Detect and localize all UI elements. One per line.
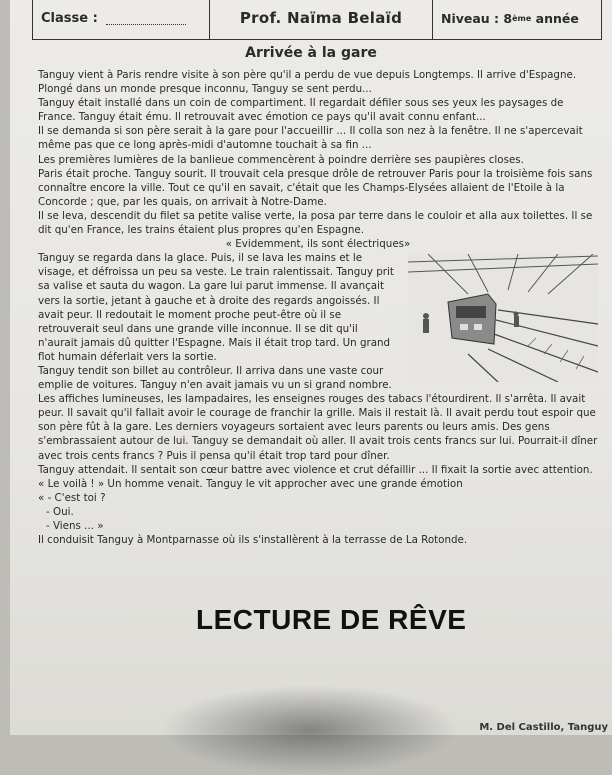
paragraph: Il se leva, descendit du filet sa petite valise verte, la posa par terre dans le couloir et alla aux toilettes. Il se dit qu'en France, les trains étaient plus propres qu'en Espagne. bbox=[38, 209, 593, 237]
text-title: Arrivée à la gare bbox=[245, 45, 377, 61]
teacher-cell bbox=[210, 0, 433, 39]
paragraph: Tanguy vient à Paris rendre visite à son père qu'il a perdu de vue depuis Longtemps. Il arrive d'Espagne. bbox=[38, 69, 577, 81]
quote-line: « Evidemment, ils sont électriques» bbox=[225, 238, 411, 251]
watermark-logo: LECTURE DE RÊVE bbox=[196, 604, 467, 635]
paragraph: Paris était proche. Tanguy sourit. Il trouvait cela presque drôle de retrouver Paris pour la troisième fois sans connaître encore la ville. Tout ce qu'il en savait, c'était que les Champs-Elysées allaient de l'Etoile à la Concorde ; que, par les quais, on arrivait à Notre-Dame. bbox=[38, 167, 593, 208]
dialogue-line: « - C'est toi ? bbox=[38, 491, 106, 504]
level-cell bbox=[433, 0, 601, 39]
level-superscript: ème bbox=[512, 13, 532, 23]
class-label: Classe : bbox=[41, 10, 98, 26]
paragraph: Tanguy tendit son billet au contrôleur. Il arriva dans une vaste cour emplie de voitures. Tanguy n'en avait jamais vu un si grand nombre. Les affiches lumineuses, les lampadaires, les enseignes rouges des tabacs l'étourdirent. Il s'arrêta. Il avait peur. Il savait qu'il fallait avoir le courage de franchir la grille. Mais il restait là. Il avait perdu tout espoir que son père fût à la gare. Les derniers voyageurs sortaient avec leurs parents ou leurs amis. Des gens s'embrassaient autour de lui. Tanguy se demandait où aller. Il avait trois cents francs sur lui. Pourrait-il dîner avec trois cents francs ? Puis il pensa qu'il était trop tard pour dîner. bbox=[38, 364, 598, 462]
paragraph-beside-image: Tanguy se regarda dans la glace. Puis, il se lava les mains et le visage, et défroissa un peu sa veste. Le train ralentissait. Tanguy prit sa valise et sauta du wagon. La gare lui parut immense. Il avançait vers la sortie, jetant à gauche et à droite des regards angoissés. Il avait peur. Il redoutait le moment proche peut-être où il se retrouverait seul dans une grande ville inconnue. Il se dit qu'il n'aurait jamais dû quitter l'Espagne. Mais il était trop tard. Un grand flot humain déferlait vers la sortie. bbox=[38, 252, 394, 363]
class-blank-line bbox=[106, 12, 186, 25]
dialogue-line: - Oui. bbox=[46, 505, 74, 518]
level-suffix: année bbox=[535, 10, 579, 26]
paragraph: Il conduisit Tanguy à Montparnasse où ils s'installèrent à la terrasse de La Rotonde. bbox=[38, 534, 468, 547]
reading-text bbox=[38, 68, 598, 547]
level-number: 8 bbox=[503, 10, 513, 26]
class-cell bbox=[33, 0, 210, 39]
photo-shadow bbox=[160, 685, 460, 775]
dialogue-line: - Viens ... » bbox=[46, 520, 104, 532]
paragraph: Les premières lumières de la banlieue commencèrent à poindre derrière ses paupières closes. bbox=[38, 153, 524, 166]
teacher-name: Prof. Naïma Belaïd bbox=[239, 9, 403, 27]
train-station-illustration bbox=[408, 254, 598, 382]
paragraph: Il se demanda si son père serait à la gare pour l'accueillir ... Il colla son nez à la fenêtre. Il ne s'apercevait même pas que ce long après-midi d'automne touchait à sa fin ... bbox=[38, 125, 583, 152]
source-citation: M. Del Castillo, Tanguy bbox=[479, 722, 608, 733]
paragraph: Plongé dans un monde presque inconnu, Tanguy se sent perdu... bbox=[38, 83, 372, 96]
paragraph: Tanguy attendait. Il sentait son cœur battre avec violence et crut défaillir ... Il fixait la sortie avec attention. « Le voilà ! » Un homme venait. Tanguy le vit approcher avec une grande émotion bbox=[38, 463, 593, 490]
worksheet-page bbox=[10, 0, 612, 735]
header-table bbox=[32, 0, 602, 40]
level-label: Niveau : bbox=[441, 10, 500, 26]
paragraph: Tanguy était installé dans un coin de compartiment. Il regardait défiler sous ses yeux les paysages de France. Tanguy était ému. Il retrouvait avec émotion ce pays qu'il avait connu enfant... bbox=[38, 97, 564, 124]
